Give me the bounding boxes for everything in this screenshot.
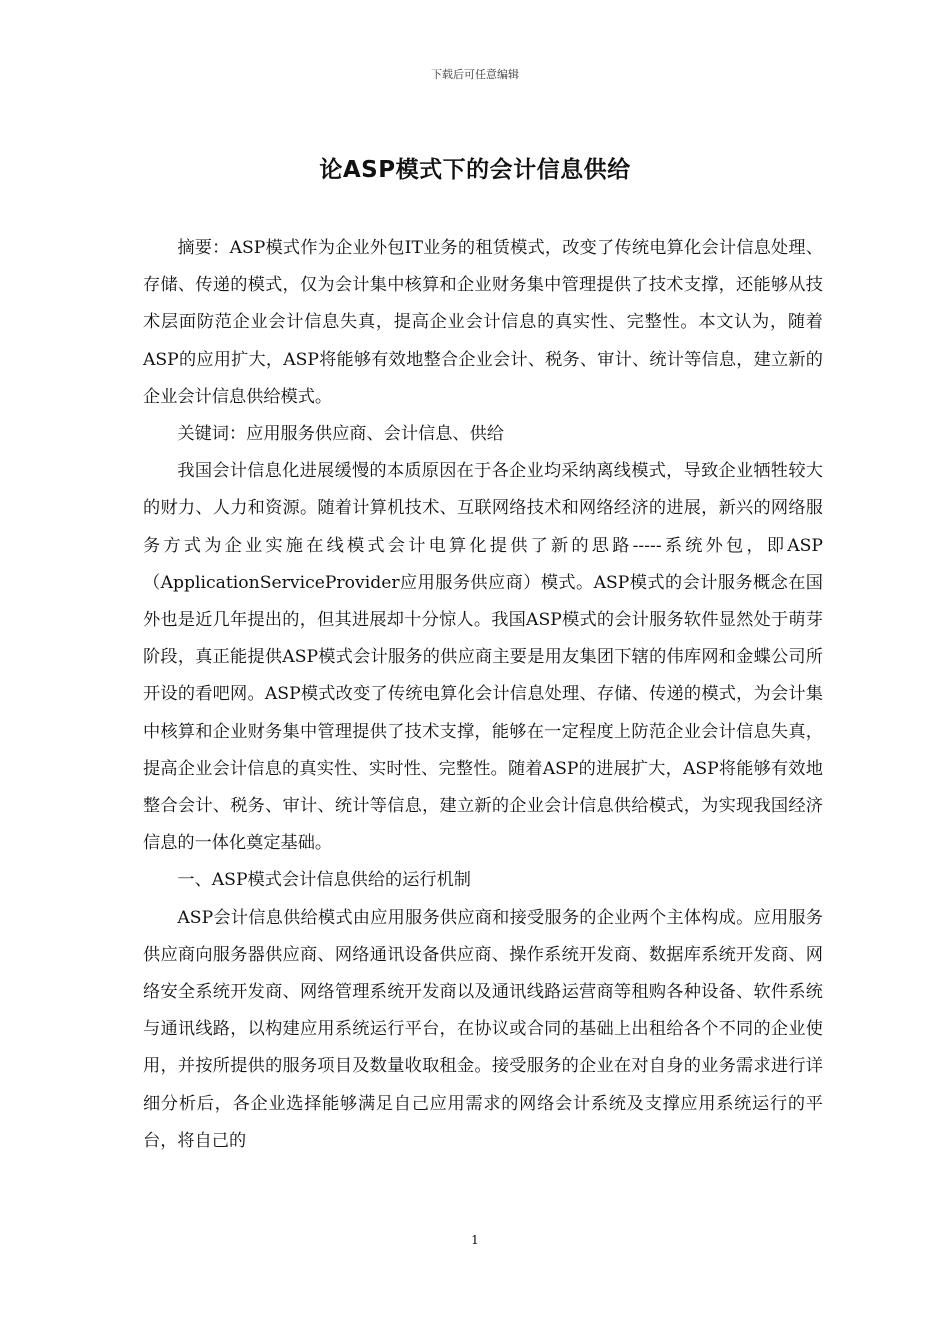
body-paragraph: ASP会计信息供给模式由应用服务供应商和接受服务的企业两个主体构成。应用服务供应商向服务器供应商、网络通讯设备供应商、操作系统开发商、数据库系统开发商、网络安全系统开发商、网络管理系统开发商以及通讯线路运营商等租购各种设备、软件系统与通讯线路，以构建应用系统运行平台，在协议或合同的基础上出租给各个不同的企业使用，并按所提供的服务项目及数量收取租金。接受服务的企业在对自身的业务需求进行详细分析后，各企业选择能够满足自己应用需求的网络会计系统及支撑应用系统运行的平台，将自己的 xyxy=(143,907,823,1151)
body-paragraph: 我国会计信息化进展缓慢的本质原因在于各企业均采纳离线模式，导致企业牺牲较大的财力、人力和资源。随着计算机技术、互联网络技术和网络经济的进展，新兴的网络服务方式为企业实施在线模式会计电算化提供了新的思路-----系统外包，即ASP（ApplicationServiceProvider应用服务供应商）模式。ASP模式的会计服务概念在国外也是近几年提出的，但其进展却十分惊人。我国ASP模式的会计服务软件显然处于萌芽阶段，真正能提供ASP模式会计服务的供应商主要是用友集团下辖的伟库网和金蝶公司所开设的看吧网。ASP模式改变了传统电算化会计信息处理、存储、传递的模式，为会计集中核算和企业财务集中管理提供了技术支撑，能够在一定程度上防范企业会计信息失真，提高企业会计信息的真实性、实时性、完整性。随着ASP的进展扩大，ASP将能够有效地整合会计、税务、审计、统计等信息，建立新的企业会计信息供给模式，为实现我国经济信息的一体化奠定基础。 xyxy=(143,461,823,854)
abstract-paragraph: 摘要：ASP模式作为企业外包IT业务的租赁模式，改变了传统电算化会计信息处理、存储、传递的模式，仅为会计集中核算和企业财务集中管理提供了技术支撑，还能够从技术层面防范企业会计信息失真，提高企业会计信息的真实性、完整性。本文认为，随着ASP的应用扩大，ASP将能够有效地整合企业会计、税务、审计、统计等信息，建立新的企业会计信息供给模式。 xyxy=(143,238,823,407)
header-note: 下载后可任意编辑 xyxy=(431,68,519,81)
section-heading: 一、ASP模式会计信息供给的运行机制 xyxy=(177,870,471,891)
page-number: 1 xyxy=(471,1233,479,1247)
keywords-paragraph: 关键词：应用服务供应商、会计信息、供给 xyxy=(177,424,504,445)
document-body xyxy=(143,230,823,1160)
document-title: 论ASP模式下的会计信息供给 xyxy=(319,157,631,183)
